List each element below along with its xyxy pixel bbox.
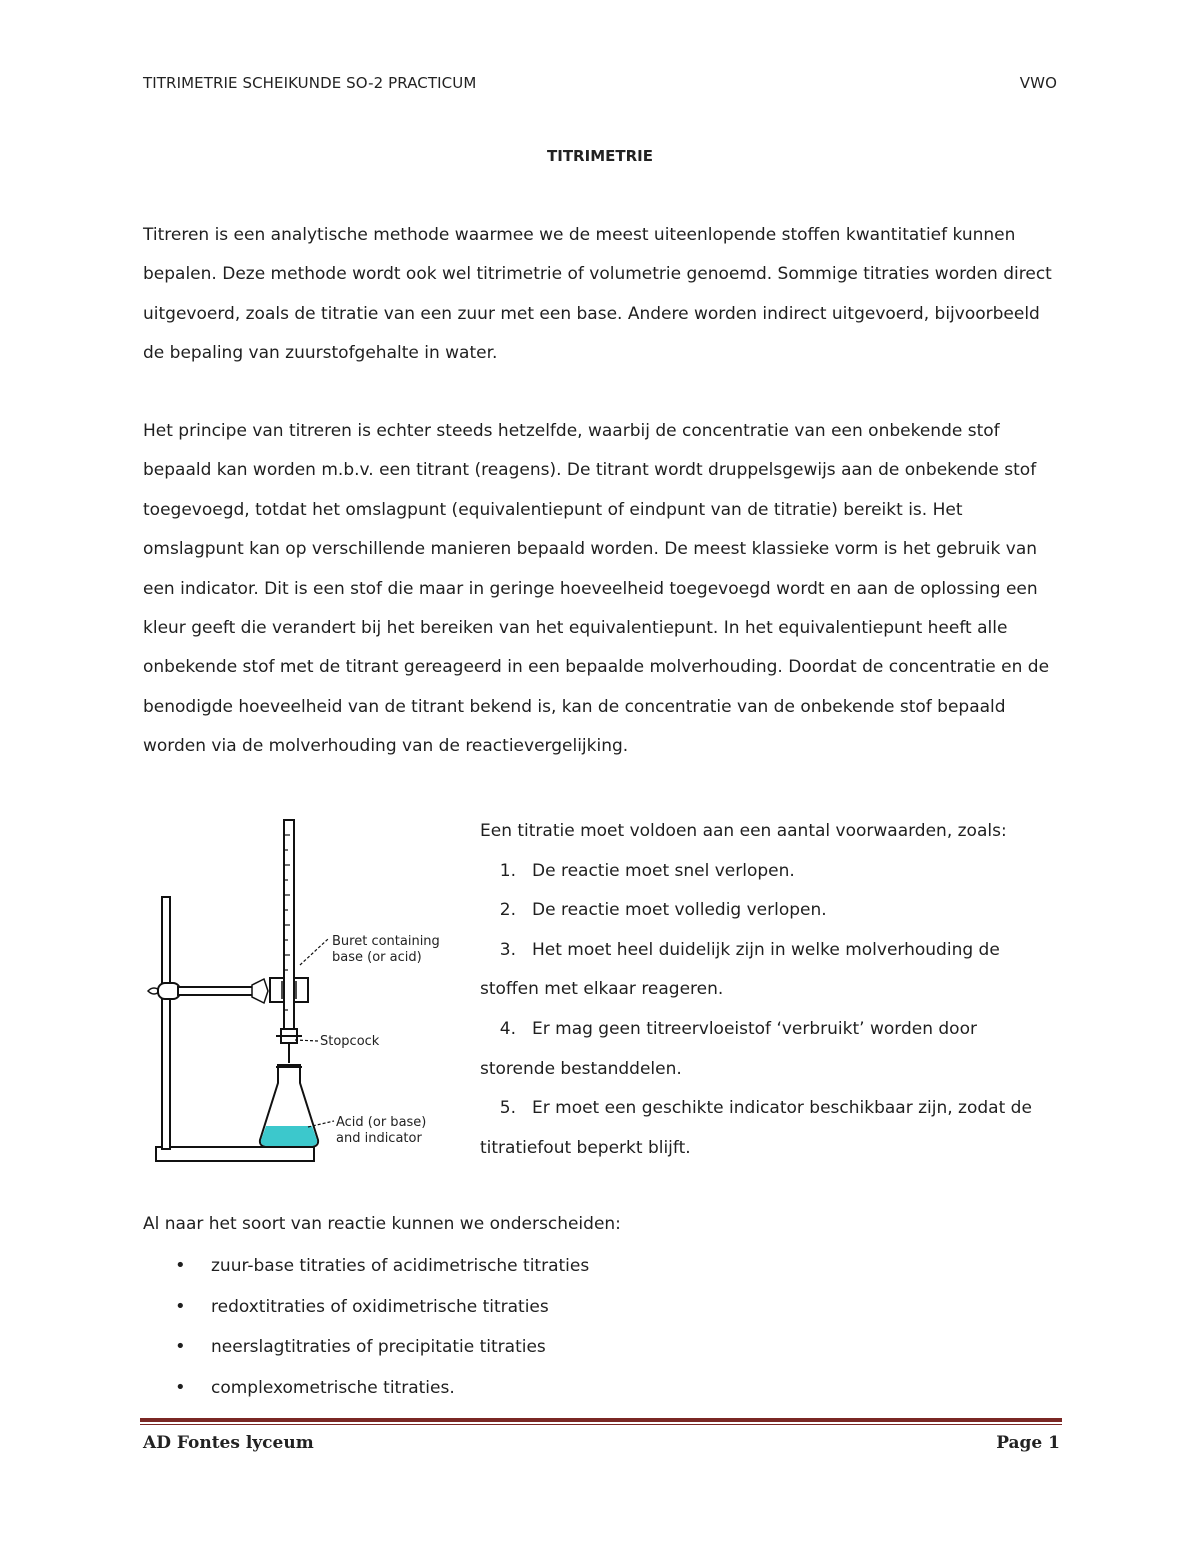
condition-item <box>480 1010 1070 1050</box>
list-item <box>143 1287 589 1328</box>
list-item <box>143 1246 589 1287</box>
list-item-text: redoxtitraties of oxidimetrische titraties <box>211 1296 549 1317</box>
condition-continuation: titratiefout beperkt blijft. <box>480 1137 691 1158</box>
flask-label-line2: and indicator <box>336 1131 422 1146</box>
footer-school: AD Fontes lyceum <box>143 1433 314 1453</box>
header-level: VWO <box>1019 74 1057 92</box>
principle-paragraph: Het principe van titreren is echter steeds hetzelfde, waarbij de concentratie van een onbekende stof bepaald kan worden m.b.v. een titrant (reagens). De titrant wordt druppelsgewijs aan de onbekende stof toegevoegd, totdat het omslagpunt (equivalentiepunt of eindpunt van de titratie) bereikt is. Het omslagpunt kan op verschillende manieren bepaald worden. De meest klassieke vorm is het gebruik van een indicator. Dit is een stof die maar in geringe hoeveelheid toegevoegd wordt en aan de oplossing een kleur geeft die verandert bij het bereiken van het equivalentiepunt. In het equivalentiepunt heeft alle onbekende stof met de titrant gereageerd in een bepaalde molverhouding. Doordat de concentratie en de benodigde hoeveelheid van de titrant bekend is, kan de concentratie van de onbekende stof bepaald worden via de molverhouding van de reactievergelijking. <box>143 421 1050 757</box>
bullet-icon: • <box>175 1255 186 1276</box>
list-item <box>143 1368 589 1409</box>
condition-text: Er moet een geschikte indicator beschikbaar zijn, zodat de <box>532 1098 1032 1119</box>
flask-liquid <box>261 1126 317 1146</box>
buret-label-line1: Buret containing <box>332 934 440 949</box>
clamp-boss <box>158 983 180 999</box>
footer-rule <box>140 1418 1062 1422</box>
titration-types-list <box>143 1246 589 1408</box>
condition-number: 3. <box>499 939 516 960</box>
types-intro: Al naar het soort van reactie kunnen we onderscheiden: <box>143 1214 621 1234</box>
condition-text: Er mag geen titreervloeistof ‘verbruikt’ worden door <box>532 1018 977 1039</box>
header-title: TITRIMETRIE SCHEIKUNDE SO-2 PRACTICUM <box>143 74 477 92</box>
conditions-intro: Een titratie moet voldoen aan een aantal voorwaarden, zoals: <box>480 821 1007 841</box>
stand-base-plate <box>156 1147 314 1161</box>
condition-item <box>480 852 1070 892</box>
list-item-text: zuur-base titraties of acidimetrische titraties <box>211 1256 590 1276</box>
bullet-icon: • <box>175 1295 186 1317</box>
clamp-jaw-screw <box>252 979 268 1003</box>
condition-continuation: stoffen met elkaar reageren. <box>480 979 724 1000</box>
condition-number: 5. <box>499 1098 516 1119</box>
page-number: Page 1 <box>996 1433 1060 1453</box>
page-title: TITRIMETRIE <box>547 147 653 165</box>
condition-number: 4. <box>499 1018 516 1039</box>
list-item <box>143 1327 589 1368</box>
footer-rule-thin <box>140 1424 1062 1425</box>
condition-item <box>480 891 1070 931</box>
stand-rod <box>162 897 170 1149</box>
bullet-icon: • <box>175 1376 186 1398</box>
list-item-text: neerslagtitraties of precipitatie titraties <box>211 1337 546 1358</box>
flask-label-line1: Acid (or base) <box>336 1115 427 1130</box>
condition-item <box>480 1089 1070 1129</box>
condition-number: 2. <box>499 900 516 921</box>
buret-label-line2: base (or acid) <box>332 950 422 965</box>
clamp-arm <box>178 987 254 995</box>
condition-item <box>480 931 1070 971</box>
bullet-icon: • <box>175 1336 186 1358</box>
condition-number: 1. <box>499 860 516 881</box>
condition-text: De reactie moet volledig verlopen. <box>532 900 827 921</box>
condition-continuation: storende bestanddelen. <box>480 1058 682 1079</box>
condition-text: Het moet heel duidelijk zijn in welke molverhouding de <box>532 939 1000 960</box>
titration-apparatus-figure <box>140 815 460 1170</box>
intro-paragraph: Titreren is een analytische methode waarmee we de meest uiteenlopende stoffen kwantitatief kunnen bepalen. Deze methode wordt ook wel titrimetrie of volumetrie genoemd. Sommige titraties worden direct uitgevoerd, zoals de titratie van een zuur met een base. Andere worden indirect uitgevoerd, bijvoorbeeld de bepaling van zuurstofgehalte in water. <box>143 225 1052 364</box>
list-item-text: complexometrische titraties. <box>211 1377 455 1398</box>
condition-text: De reactie moet snel verlopen. <box>532 860 795 881</box>
conditions-section <box>480 812 1070 1168</box>
stopcock-label: Stopcock <box>320 1034 380 1049</box>
